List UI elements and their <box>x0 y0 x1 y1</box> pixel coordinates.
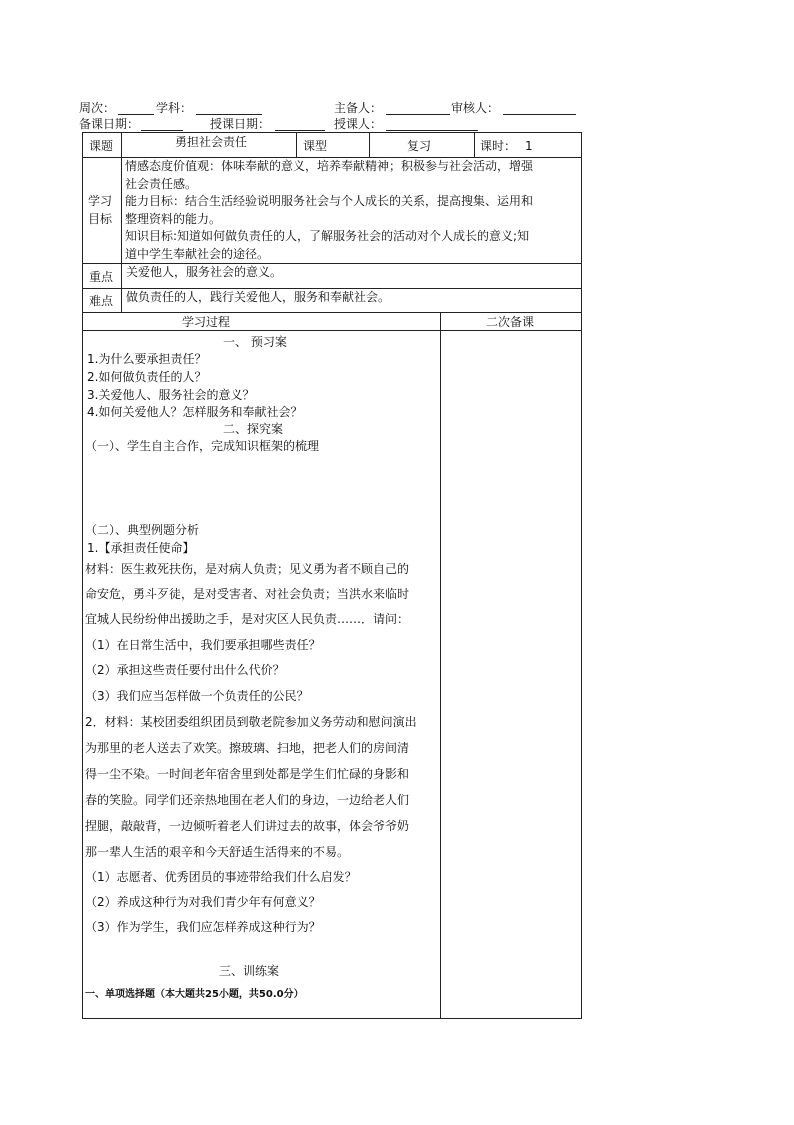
week-label: 周次： <box>79 101 116 115</box>
teacher-label: 授课人： <box>334 117 383 131</box>
objective-line: 情感态度价值观：体味奉献的意义，培养奉献精神；积极参与社会活动，增强 <box>125 159 534 173</box>
q2-question: （1）志愿者、优秀团员的事迹带给我们什么启发？ <box>85 870 357 884</box>
type-label: 课型 <box>303 139 328 153</box>
q1-material-line: 材料：医生救死扶伤，是对病人负责；见义勇为者不顾自己的 <box>85 562 410 576</box>
reviewer-label: 审核人： <box>451 101 500 115</box>
objectives-label-1: 学习 <box>88 194 113 208</box>
difficulty-value: 做负责任的人，践行关爱他人，服务和奉献社会。 <box>126 290 391 304</box>
practice-subtitle: 一、单项选择题（本大题共25小题，共50.0分） <box>85 989 304 1000</box>
q1-material-line: 宜城人民纷纷伸出援助之手，是对灾区人民负责……．请问： <box>85 612 410 626</box>
preparer-blank[interactable] <box>386 114 450 115</box>
preview-item: 2.如何做负责任的人？ <box>87 370 207 384</box>
teach-date-blank[interactable] <box>275 130 325 131</box>
explore-title: 二、探究案 <box>223 422 284 436</box>
q1-material-line: 命安危，勇斗歹徒，是对受害者、对社会负责；当洪水来临时 <box>85 587 410 601</box>
question-1-title: 1.【承担责任使命】 <box>87 541 195 555</box>
q1-question: （2）承担这些责任要付出什么代价？ <box>85 663 285 677</box>
explore-sub-2: （二）、典型例题分析 <box>85 523 200 537</box>
objective-line: 道中学生奉献社会的途径。 <box>125 246 270 261</box>
q2-material-line: 那一辈人生活的艰辛和今天舒适生活得来的不易。 <box>85 845 350 859</box>
process-clip <box>83 133 440 1018</box>
preparer-label: 主备人： <box>334 101 383 115</box>
objective-line: 社会责任感。 <box>125 176 198 191</box>
topic-value: 勇担社会责任 <box>175 135 248 149</box>
teach-date-label: 授课日期： <box>210 117 271 131</box>
teacher-blank[interactable] <box>386 130 478 131</box>
preview-item: 1.为什么要承担责任？ <box>87 352 207 366</box>
q2-material-line: 春的笑脸。同学们还亲热地围在老人们的身边，一边给老人们 <box>85 793 410 807</box>
objective-line: 整理资料的能力。 <box>125 211 222 226</box>
q2-material-line: 为那里的老人送去了欢笑。擦玻璃、扫地，把老人们的房间清 <box>85 741 410 755</box>
explore-sub-1: （一）、学生自主合作，完成知识框架的梳理 <box>85 439 320 453</box>
q2-question: （2）养成这种行为对我们青少年有何意义？ <box>85 895 321 909</box>
key-value: 关爱他人，服务社会的意义。 <box>126 265 283 279</box>
q1-question: （1）在日常生活中，我们要承担哪些责任？ <box>85 638 321 652</box>
prep-date-label: 备课日期： <box>79 117 140 131</box>
difficulty-label: 难点 <box>89 294 114 308</box>
period-label: 课时： <box>480 139 517 153</box>
objectives-label-2: 目标 <box>88 212 113 226</box>
preview-title: 一、 预习案 <box>223 335 287 349</box>
col-divider <box>474 133 475 157</box>
preview-item: 3.关爱他人、服务社会的意义？ <box>87 388 255 402</box>
prep-date-blank[interactable] <box>141 130 183 131</box>
q2-material-line: 2．材料：某校团委组织团员到敬老院参加义务劳动和慰问演出 <box>85 715 417 729</box>
second-prep-header: 二次备课 <box>486 315 535 329</box>
practice-title: 三、训练案 <box>219 964 280 978</box>
lesson-plan-table <box>82 132 582 1019</box>
col-divider <box>440 312 441 1018</box>
q2-question: （3）作为学生，我们应怎样养成这种行为？ <box>85 920 321 934</box>
week-blank[interactable] <box>118 114 154 115</box>
objective-line: 知识目标:知道如何做负责任的人，了解服务社会的活动对个人成长的意义;知 <box>125 229 530 243</box>
q2-material-line: 得一尘不染。一时间老年宿舍里到处都是学生们忙碌的身影和 <box>85 767 410 781</box>
key-label: 重点 <box>89 270 114 284</box>
period-value: 1 <box>525 139 533 153</box>
preview-item: 4.如何关爱他人？怎样服务和奉献社会？ <box>87 405 303 419</box>
topic-label: 课题 <box>89 139 114 153</box>
subject-blank[interactable] <box>196 114 262 115</box>
objective-line: 能力目标：结合生活经验说明服务社会与个人成长的关系，提高搜集、运用和 <box>125 194 534 208</box>
process-header: 学习过程 <box>182 315 231 329</box>
type-value: 复习 <box>407 139 432 153</box>
q2-material-line: 捏腿，敲敲背，一边倾听着老人们讲过去的故事，体会爷爷奶 <box>85 819 410 833</box>
subject-label: 学科： <box>156 101 193 115</box>
reviewer-blank[interactable] <box>503 114 576 115</box>
q1-question: （3）我们应当怎样做一个负责任的公民？ <box>85 689 309 703</box>
